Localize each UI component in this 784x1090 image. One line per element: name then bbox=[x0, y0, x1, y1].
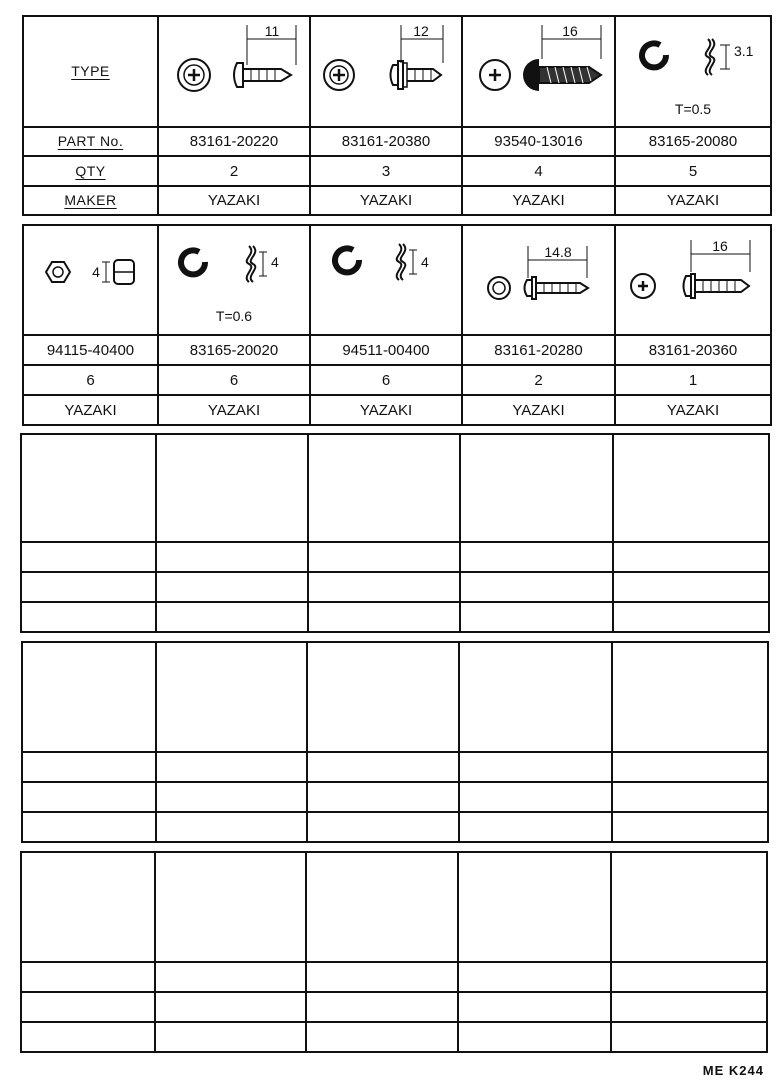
quantity: 3 bbox=[310, 156, 462, 185]
quantity: 1 bbox=[615, 365, 771, 395]
dim-label: 4 bbox=[421, 254, 429, 270]
thickness-label: T=0.5 bbox=[674, 101, 712, 117]
part-no-header: PART No. bbox=[23, 127, 158, 156]
maker: YAZAKI bbox=[310, 395, 462, 425]
maker: YAZAKI bbox=[158, 186, 310, 215]
spring-washer-icon bbox=[311, 226, 461, 334]
parts-table-2 bbox=[22, 224, 770, 424]
qty-header: QTY bbox=[23, 156, 158, 185]
quantity: 6 bbox=[158, 365, 310, 395]
empty-table-5 bbox=[20, 851, 766, 1051]
type-header bbox=[23, 16, 158, 127]
type-cell bbox=[158, 225, 310, 335]
type-label: TYPE bbox=[71, 63, 110, 80]
part-number: 83161-20380 bbox=[310, 127, 462, 156]
part-number: 94115-40400 bbox=[23, 335, 158, 365]
type-cell bbox=[615, 225, 771, 335]
maker: YAZAKI bbox=[462, 186, 615, 215]
type-cell bbox=[23, 225, 158, 335]
maker: YAZAKI bbox=[615, 186, 771, 215]
maker-header: MAKER bbox=[23, 186, 158, 215]
parts-table-1 bbox=[22, 15, 770, 216]
dim-label: 14.8 bbox=[544, 244, 572, 260]
type-cell bbox=[615, 16, 771, 127]
quantity: 2 bbox=[462, 365, 615, 395]
dim-label: 11 bbox=[264, 23, 280, 39]
dim-label: 16 bbox=[562, 23, 578, 39]
dim-label: 12 bbox=[413, 23, 429, 39]
empty-table-3 bbox=[20, 433, 768, 631]
quantity: 5 bbox=[615, 156, 771, 185]
maker: YAZAKI bbox=[310, 186, 462, 215]
part-number: 83161-20280 bbox=[462, 335, 615, 365]
hex-nut-icon bbox=[24, 226, 157, 334]
dim-label: 4 bbox=[271, 254, 279, 270]
part-number: 83165-20020 bbox=[158, 335, 310, 365]
type-cell bbox=[462, 16, 615, 127]
dim-label: 16 bbox=[712, 238, 728, 254]
part-number: 83165-20080 bbox=[615, 127, 771, 156]
maker: YAZAKI bbox=[158, 395, 310, 425]
maker: YAZAKI bbox=[462, 395, 615, 425]
type-cell bbox=[310, 225, 462, 335]
part-number: 94511-00400 bbox=[310, 335, 462, 365]
quantity: 2 bbox=[158, 156, 310, 185]
dim-label: 3.1 bbox=[734, 43, 754, 59]
maker: YAZAKI bbox=[23, 395, 158, 425]
part-number: 83161-20220 bbox=[158, 127, 310, 156]
screw-washer-icon bbox=[463, 226, 613, 334]
dim-label: 4 bbox=[92, 264, 100, 280]
quantity: 6 bbox=[310, 365, 462, 395]
maker: YAZAKI bbox=[615, 395, 771, 425]
type-cell bbox=[158, 16, 310, 127]
part-number: 83161-20360 bbox=[615, 335, 771, 365]
quantity: 6 bbox=[23, 365, 158, 395]
type-cell bbox=[462, 225, 615, 335]
quantity: 4 bbox=[462, 156, 615, 185]
page-code: ME K244 bbox=[702, 1063, 764, 1078]
part-number: 93540-13016 bbox=[462, 127, 615, 156]
thickness-label: T=0.6 bbox=[215, 308, 253, 324]
empty-table-4 bbox=[21, 641, 767, 841]
type-cell bbox=[310, 16, 462, 127]
